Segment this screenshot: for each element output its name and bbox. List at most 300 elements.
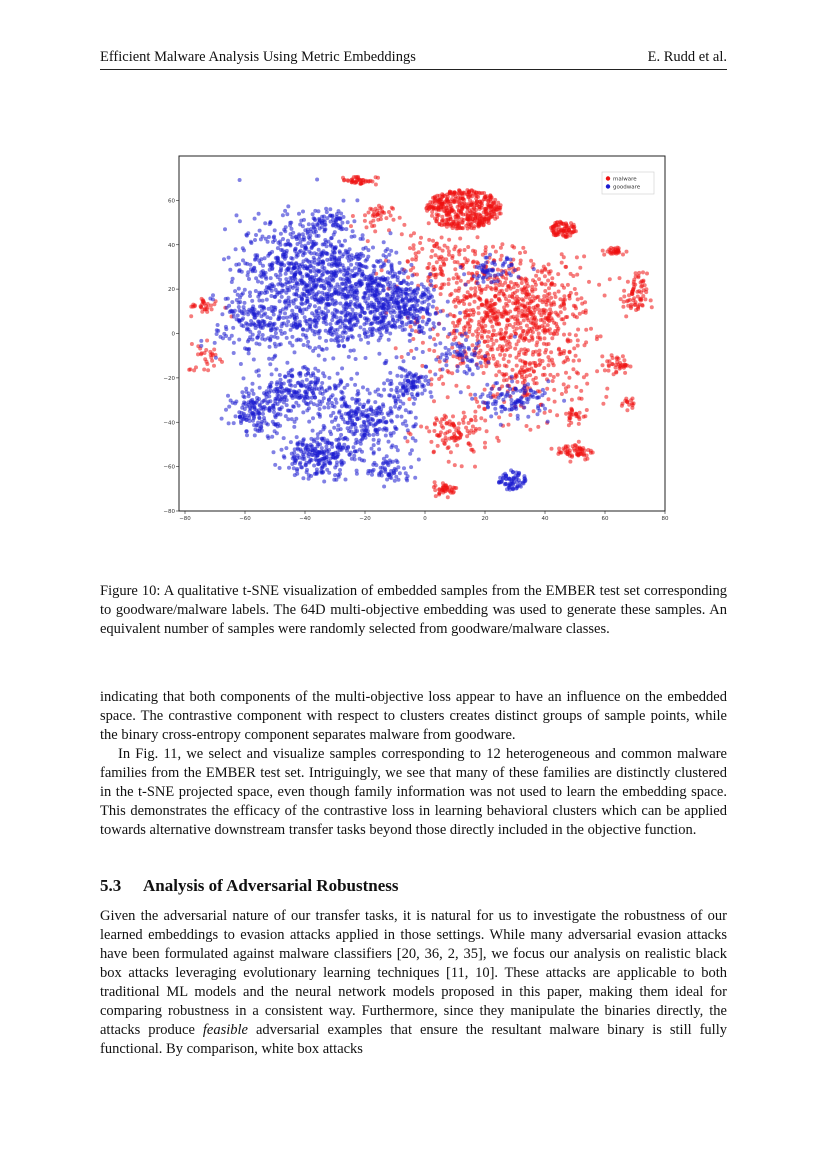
malware-point	[438, 360, 442, 364]
malware-point	[501, 345, 505, 349]
goodware-point	[313, 447, 317, 451]
goodware-point	[335, 271, 339, 275]
goodware-point	[385, 330, 389, 334]
goodware-point	[320, 312, 324, 316]
goodware-point	[275, 382, 279, 386]
malware-point	[568, 411, 572, 415]
goodware-point	[525, 397, 529, 401]
goodware-point	[347, 276, 351, 280]
goodware-point	[284, 414, 288, 418]
malware-point	[575, 255, 579, 259]
goodware-point	[281, 284, 285, 288]
malware-point	[472, 190, 476, 194]
goodware-point	[410, 392, 414, 396]
goodware-point	[278, 243, 282, 247]
malware-point	[509, 315, 513, 319]
goodware-point	[362, 459, 366, 463]
goodware-point	[400, 374, 404, 378]
goodware-point	[258, 386, 262, 390]
goodware-point	[272, 450, 276, 454]
goodware-point	[317, 290, 321, 294]
goodware-point	[324, 339, 328, 343]
goodware-point	[237, 262, 241, 266]
goodware-point	[282, 436, 286, 440]
malware-point	[430, 214, 434, 218]
goodware-point	[302, 343, 306, 347]
goodware-point	[376, 411, 380, 415]
goodware-point	[383, 316, 387, 320]
goodware-point	[281, 316, 285, 320]
goodware-point	[234, 400, 238, 404]
malware-point	[367, 211, 371, 215]
malware-point	[463, 316, 467, 320]
goodware-point	[251, 404, 255, 408]
malware-point	[440, 236, 444, 240]
malware-point	[566, 283, 570, 287]
malware-point	[538, 349, 542, 353]
goodware-point	[531, 395, 535, 399]
goodware-point	[416, 392, 420, 396]
goodware-point	[367, 303, 371, 307]
malware-point	[503, 364, 507, 368]
malware-point	[621, 354, 625, 358]
goodware-point	[297, 389, 301, 393]
malware-point	[440, 218, 444, 222]
goodware-point	[213, 341, 217, 345]
goodware-point	[400, 415, 404, 419]
goodware-point	[292, 292, 296, 296]
malware-point	[518, 302, 522, 306]
malware-point	[435, 307, 439, 311]
malware-point	[494, 373, 498, 377]
malware-point	[557, 348, 561, 352]
goodware-point	[274, 423, 278, 427]
goodware-point	[367, 289, 371, 293]
malware-point	[566, 444, 570, 448]
malware-point	[520, 281, 524, 285]
malware-point	[365, 225, 369, 229]
goodware-point	[370, 447, 374, 451]
malware-point	[640, 284, 644, 288]
malware-point	[479, 416, 483, 420]
goodware-point	[357, 268, 361, 272]
goodware-point	[237, 287, 241, 291]
goodware-point	[278, 466, 282, 470]
malware-point	[469, 287, 473, 291]
goodware-point	[352, 445, 356, 449]
malware-point	[617, 357, 621, 361]
goodware-point	[229, 399, 233, 403]
goodware-point	[353, 297, 357, 301]
goodware-point	[382, 240, 386, 244]
goodware-point	[284, 272, 288, 276]
goodware-point	[382, 416, 386, 420]
goodware-point	[311, 371, 315, 375]
goodware-point	[307, 420, 311, 424]
goodware-point	[244, 429, 248, 433]
malware-point	[438, 267, 442, 271]
malware-point	[448, 293, 452, 297]
malware-point	[562, 286, 566, 290]
goodware-point	[363, 265, 367, 269]
malware-point	[441, 487, 445, 491]
goodware-point	[522, 386, 526, 390]
goodware-point	[286, 409, 290, 413]
goodware-point	[381, 284, 385, 288]
goodware-point	[251, 382, 255, 386]
goodware-point	[278, 373, 282, 377]
goodware-point	[338, 334, 342, 338]
goodware-point	[516, 398, 520, 402]
goodware-point	[302, 457, 306, 461]
malware-point	[453, 215, 457, 219]
goodware-point	[317, 332, 321, 336]
malware-point	[467, 314, 471, 318]
goodware-point	[353, 457, 357, 461]
goodware-point	[301, 328, 305, 332]
malware-point	[447, 212, 451, 216]
goodware-point	[244, 390, 248, 394]
malware-point	[449, 450, 453, 454]
malware-point	[576, 297, 580, 301]
goodware-point	[525, 400, 529, 404]
goodware-point	[308, 324, 312, 328]
malware-point	[626, 304, 630, 308]
malware-point	[435, 260, 439, 264]
malware-point	[494, 294, 498, 298]
goodware-point	[362, 296, 366, 300]
goodware-point	[279, 378, 283, 382]
goodware-point	[337, 384, 341, 388]
goodware-point	[240, 411, 244, 415]
goodware-point	[273, 295, 277, 299]
malware-point	[531, 321, 535, 325]
malware-point	[376, 218, 380, 222]
malware-point	[566, 339, 570, 343]
malware-point	[434, 494, 438, 498]
goodware-point	[316, 301, 320, 305]
goodware-point	[258, 305, 262, 309]
malware-point	[532, 369, 536, 373]
goodware-point	[226, 394, 230, 398]
malware-point	[495, 322, 499, 326]
malware-point	[369, 179, 373, 183]
goodware-point	[344, 295, 348, 299]
goodware-point	[331, 245, 335, 249]
malware-point	[361, 178, 365, 182]
goodware-point	[253, 316, 257, 320]
goodware-point	[232, 341, 236, 345]
malware-point	[585, 457, 589, 461]
goodware-point	[304, 373, 308, 377]
goodware-point	[219, 335, 223, 339]
goodware-point	[327, 471, 331, 475]
malware-point	[477, 323, 481, 327]
goodware-point	[404, 424, 408, 428]
malware-point	[475, 271, 479, 275]
malware-point	[471, 249, 475, 253]
goodware-point	[313, 304, 317, 308]
malware-point	[599, 334, 603, 338]
malware-point	[483, 445, 487, 449]
goodware-point	[222, 257, 226, 261]
goodware-point	[273, 355, 277, 359]
malware-point	[534, 283, 538, 287]
malware-point	[564, 265, 568, 269]
goodware-point	[319, 471, 323, 475]
goodware-point	[352, 289, 356, 293]
goodware-point	[428, 335, 432, 339]
goodware-point	[312, 387, 316, 391]
goodware-point	[470, 397, 474, 401]
malware-point	[547, 363, 551, 367]
malware-point	[558, 305, 562, 309]
malware-point	[505, 343, 509, 347]
goodware-point	[256, 421, 260, 425]
goodware-point	[323, 358, 327, 362]
malware-point	[508, 413, 512, 417]
malware-point	[482, 371, 486, 375]
goodware-point	[387, 259, 391, 263]
goodware-point	[536, 412, 540, 416]
malware-point	[500, 254, 504, 258]
goodware-point	[359, 442, 363, 446]
goodware-point	[306, 259, 310, 263]
goodware-point	[268, 222, 272, 226]
malware-point	[587, 280, 591, 284]
malware-point	[614, 371, 618, 375]
malware-point	[518, 370, 522, 374]
goodware-point	[245, 328, 249, 332]
goodware-point	[317, 451, 321, 455]
goodware-point	[301, 333, 305, 337]
goodware-point	[422, 292, 426, 296]
goodware-point	[282, 321, 286, 325]
goodware-point	[273, 238, 277, 242]
goodware-point	[416, 287, 420, 291]
malware-point	[543, 289, 547, 293]
goodware-point	[317, 277, 321, 281]
goodware-point	[508, 387, 512, 391]
malware-point	[425, 266, 429, 270]
goodware-point	[387, 305, 391, 309]
malware-point	[440, 286, 444, 290]
goodware-point	[372, 264, 376, 268]
malware-point	[447, 253, 451, 257]
goodware-point	[390, 382, 394, 386]
malware-point	[452, 338, 456, 342]
goodware-point	[345, 449, 349, 453]
goodware-point	[332, 251, 336, 255]
malware-point	[482, 223, 486, 227]
malware-point	[595, 337, 599, 341]
malware-point	[451, 321, 455, 325]
goodware-point	[295, 316, 299, 320]
goodware-point	[237, 338, 241, 342]
malware-point	[493, 217, 497, 221]
goodware-point	[290, 344, 294, 348]
goodware-point	[285, 316, 289, 320]
goodware-point	[296, 242, 300, 246]
malware-point	[544, 316, 548, 320]
goodware-point	[390, 275, 394, 279]
malware-point	[600, 354, 604, 358]
goodware-point	[310, 458, 314, 462]
goodware-point	[261, 333, 265, 337]
goodware-point	[317, 354, 321, 358]
malware-point	[484, 287, 488, 291]
malware-point	[536, 304, 540, 308]
malware-point	[496, 347, 500, 351]
goodware-point	[433, 372, 437, 376]
malware-point	[465, 308, 469, 312]
malware-point	[515, 364, 519, 368]
malware-point	[523, 361, 527, 365]
malware-point	[436, 207, 440, 211]
goodware-point	[248, 330, 252, 334]
goodware-point	[293, 247, 297, 251]
malware-point	[218, 357, 222, 361]
goodware-point	[412, 385, 416, 389]
goodware-point	[300, 380, 304, 384]
malware-point	[544, 282, 548, 286]
goodware-point	[257, 412, 261, 416]
malware-point	[490, 195, 494, 199]
malware-point	[524, 277, 528, 281]
malware-point	[487, 203, 491, 207]
malware-point	[485, 298, 489, 302]
malware-point	[439, 420, 443, 424]
goodware-point	[392, 396, 396, 400]
malware-point	[358, 182, 362, 186]
malware-point	[555, 413, 559, 417]
goodware-point	[344, 307, 348, 311]
goodware-point	[393, 324, 397, 328]
goodware-point	[398, 261, 402, 265]
goodware-point	[240, 311, 244, 315]
goodware-point	[254, 289, 258, 293]
malware-point	[459, 279, 463, 283]
goodware-point	[287, 373, 291, 377]
goodware-point	[333, 383, 337, 387]
malware-point	[433, 480, 437, 484]
malware-point	[534, 376, 538, 380]
goodware-point	[224, 334, 228, 338]
malware-point	[440, 195, 444, 199]
goodware-point	[429, 279, 433, 283]
malware-point	[630, 406, 634, 410]
malware-point	[457, 289, 461, 293]
malware-point	[427, 221, 431, 225]
goodware-point	[312, 292, 316, 296]
malware-point	[448, 191, 452, 195]
malware-point	[476, 306, 480, 310]
goodware-point	[333, 338, 337, 342]
goodware-point	[413, 297, 417, 301]
malware-point	[433, 267, 437, 271]
goodware-point	[497, 387, 501, 391]
goodware-point	[442, 327, 446, 331]
goodware-point	[334, 438, 338, 442]
goodware-point	[286, 288, 290, 292]
malware-point	[380, 268, 384, 272]
malware-point	[542, 366, 546, 370]
malware-point	[517, 311, 521, 315]
goodware-point	[385, 293, 389, 297]
goodware-point	[427, 303, 431, 307]
malware-point	[494, 207, 498, 211]
malware-point	[457, 199, 461, 203]
goodware-point	[372, 452, 376, 456]
malware-point	[536, 269, 540, 273]
goodware-point	[324, 458, 328, 462]
malware-point	[444, 436, 448, 440]
malware-point	[548, 373, 552, 377]
malware-point	[466, 385, 470, 389]
malware-point	[352, 175, 356, 179]
goodware-point	[353, 383, 357, 387]
malware-point	[489, 320, 493, 324]
goodware-point	[241, 403, 245, 407]
malware-point	[452, 200, 456, 204]
malware-point	[623, 371, 627, 375]
goodware-point	[254, 276, 258, 280]
goodware-point	[346, 266, 350, 270]
malware-point	[467, 222, 471, 226]
malware-point	[571, 312, 575, 316]
goodware-point	[532, 390, 536, 394]
goodware-point	[245, 433, 249, 437]
goodware-point	[298, 395, 302, 399]
goodware-point	[267, 323, 271, 327]
goodware-point	[312, 464, 316, 468]
malware-point	[531, 330, 535, 334]
malware-point	[524, 349, 528, 353]
goodware-point	[279, 248, 283, 252]
goodware-point	[397, 478, 401, 482]
malware-point	[447, 282, 451, 286]
malware-point	[429, 440, 433, 444]
goodware-point	[410, 281, 414, 285]
malware-point	[464, 426, 468, 430]
malware-point	[533, 381, 537, 385]
goodware-point	[345, 313, 349, 317]
goodware-point	[313, 396, 317, 400]
goodware-point	[281, 237, 285, 241]
goodware-point	[368, 327, 372, 331]
malware-point	[559, 310, 563, 314]
goodware-point	[290, 309, 294, 313]
goodware-point	[345, 437, 349, 441]
goodware-point	[349, 377, 353, 381]
malware-point	[562, 322, 566, 326]
goodware-point	[366, 341, 370, 345]
goodware-point	[279, 232, 283, 236]
goodware-point	[392, 283, 396, 287]
goodware-point	[459, 390, 463, 394]
goodware-point	[399, 294, 403, 298]
malware-point	[491, 354, 495, 358]
malware-point	[560, 228, 564, 232]
goodware-point	[378, 320, 382, 324]
malware-point	[542, 342, 546, 346]
malware-point	[516, 284, 520, 288]
malware-point	[561, 300, 565, 304]
malware-point	[212, 302, 216, 306]
malware-point	[572, 346, 576, 350]
malware-point	[622, 300, 626, 304]
tsne-scatter-chart	[158, 150, 670, 525]
